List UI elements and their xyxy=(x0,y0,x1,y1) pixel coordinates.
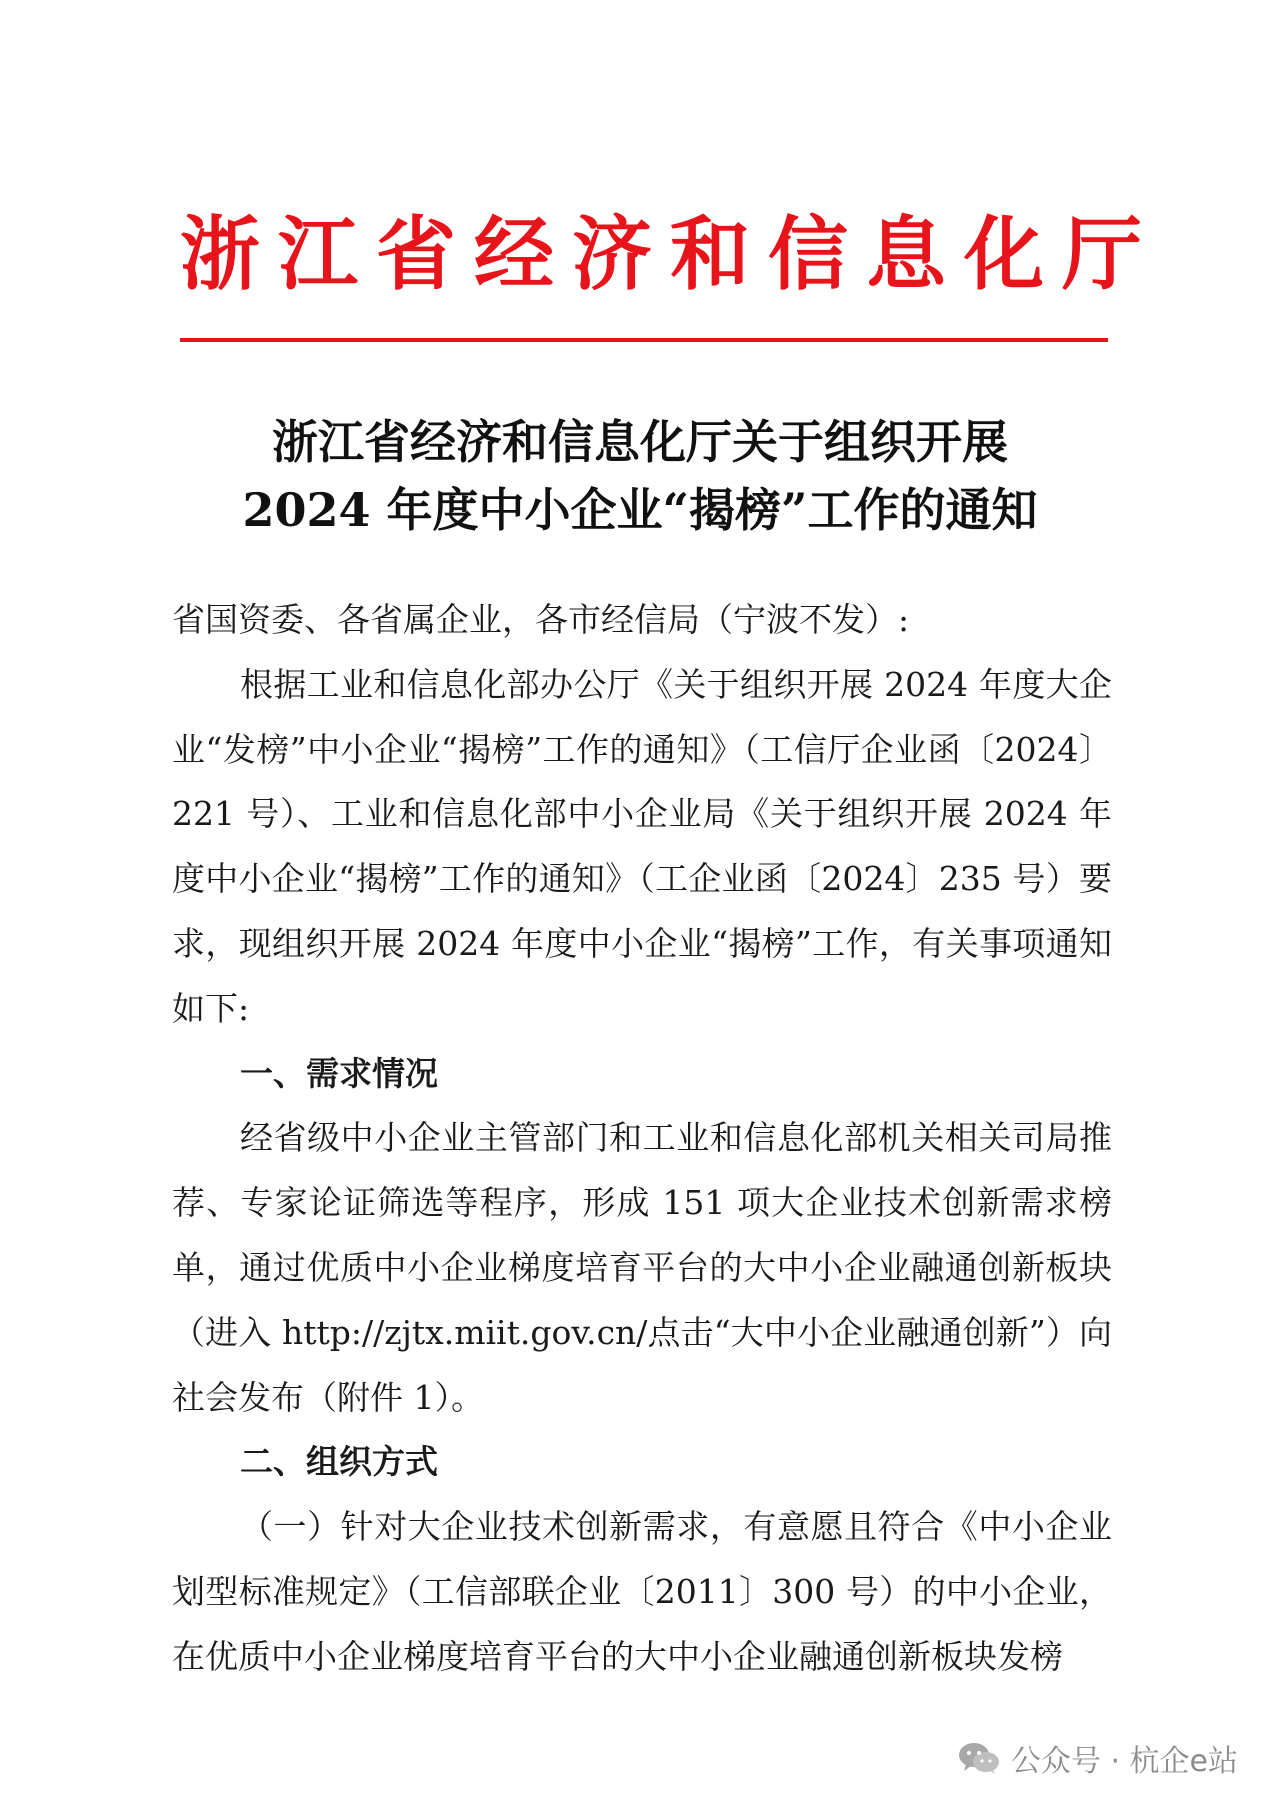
section-heading-2: 二、组织方式 xyxy=(240,1442,438,1482)
wechat-icon xyxy=(957,1740,1001,1776)
paragraph-background: 根据工业和信息化部办公厅《关于组织开展 2024 年度大企业“发榜”中小企业“揭榜”工作的通知》（工信厅企业函〔2024〕221 号）、工业和信息化部中小企业局《关于组织开展 2024 年度中小企业“揭榜”工作的通知》（工企业函〔2024〕235 号）要求，现组织开展 2024 年度中小企业“揭榜”工作，有关事项通知如下: xyxy=(172,664,1112,1028)
paragraph-demand: 经省级中小企业主管部门和工业和信息化部机关相关司局推荐、专家论证筛选等程序，形成 151 项大企业技术创新需求榜单，通过优质中小企业梯度培育平台的大中小企业融通创新板块（进入 http://zjtx.miit.gov.cn/点击“大中小企业融通创新”）向社会发布（附件 1）。 xyxy=(172,1118,1112,1417)
letterhead-divider xyxy=(180,338,1108,342)
paragraph-organization: （一）针对大企业技术创新需求，有意愿且符合《中小企业划型标准规定》（工信部联企业〔2011〕300 号）的中小企业，在优质中小企业梯度培育平台的大中小企业融通创新板块发榜 xyxy=(172,1507,1112,1676)
document-title xyxy=(140,408,1140,544)
section-heading-1: 一、需求情况 xyxy=(240,1053,438,1093)
document-body xyxy=(172,588,1112,1690)
letterhead-org-name: 浙江省经济和信息化厅 xyxy=(180,208,1160,301)
title-line-1: 浙江省经济和信息化厅关于组织开展 xyxy=(272,415,1008,469)
title-line-2: 2024 年度中小企业“揭榜”工作的通知 xyxy=(242,483,1038,537)
watermark xyxy=(957,1736,1238,1780)
recipients-line: 省国资委、各省属企业，各市经信局（宁波不发）: xyxy=(172,600,910,639)
watermark-text: 公众号 · 杭企e站 xyxy=(1010,1744,1238,1779)
